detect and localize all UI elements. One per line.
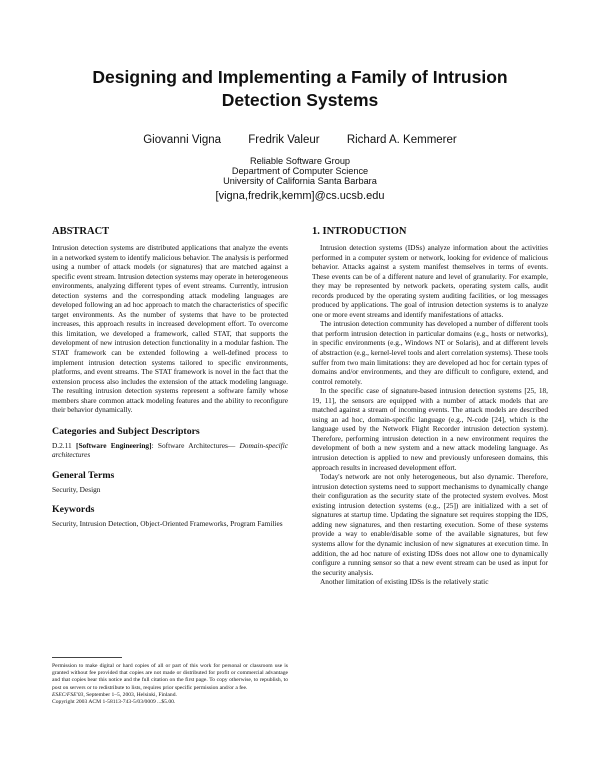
ccs-italic: Domain-specific architectures — [52, 440, 289, 460]
conference-details: September 1–5, 2003, Helsinki, Finland. — [84, 691, 177, 698]
abstract-text: Intrusion detection systems are distributed applications that analyze the events in a networked system to identify malicious behavior. The analysis is performed using a number of attack models (or signatures) that are matched against a specific event stream. Intrusion detection systems may operate in heterogeneous environments, analyzing different types of event streams. Currently, intrusion detection systems and the corresponding attack modeling languages are developed following an ad hoc approach to match the characteristics of specific target environments. As the number of systems that have to be protected increases, this approach results in increased development effort. To overcome this limitation, we developed a framework, called STAT, that supports the development of new intrusion detection functionality in a modular fashion. The STAT framework can be extended following a well-defined process to implement intrusion detection systems tailored to specific environments, platforms, and event streams. The STAT framework is novel in the fact that the extension process also includes the extension of the attack modeling language. The resulting intrusion detection systems represent a software family whose members share common attack modeling features and the ability to reconfigure their behavior dynamically. — [52, 243, 288, 415]
permission-notice — [52, 663, 288, 706]
intro-paragraph: Today's network are not only heterogeneous, but also dynamic. Therefore, intrusion detection systems need to support mechanisms to dynamically change their configuration as the security state of the protected system evolves. Most existing intrusion detection systems (e.g., [25]) are initialized with a set of signatures at startup time. Updating the signature set requires stopping the IDS, adding new signatures, and then restarting execution. Some of these systems provide a way to enable/disable some of the available signatures, but few systems allow for the dynamic inclusion of new signatures at execution time. In addition, the ad hoc nature of existing IDSs does not allow one to dynamically configure a running sensor so that a new event stream can be used as input for the security analysis. — [312, 472, 548, 577]
affiliation — [100, 156, 500, 187]
author-name: Fredrik Valeur — [248, 134, 320, 146]
paper-title — [60, 66, 540, 112]
copyright-line: Copyright 2003 ACM 1-58113-743-5/03/0009 ...$5.00. — [52, 699, 176, 706]
conference-line — [52, 692, 288, 699]
author-name: Giovanni Vigna — [143, 134, 222, 146]
general-terms-heading: General Terms — [52, 469, 115, 481]
author-email: [vigna,fredrik,kemm]@cs.ucsb.edu — [215, 190, 385, 202]
ccs-rest: : Software Architectures— — [151, 440, 236, 450]
affiliation-line: University of California Santa Barbara — [223, 176, 377, 187]
spacer — [52, 494, 288, 504]
author-list — [60, 134, 540, 146]
affiliation-line: Reliable Software Group — [249, 156, 351, 166]
footnote-rule — [52, 657, 122, 658]
ccs-category: [Software Engineering] — [76, 440, 152, 450]
spacer — [52, 415, 288, 426]
intro-paragraph: Intrusion detection systems (IDSs) analyze information about the activities performed in a computer system or network, looking for evidence of malicious behavior. Attacks against a system manifest themselves in terms of events. These events can be of a different nature and level of granularity. For example, they may be represented by network packets, operating system calls, audit records produced by the operating system auditing facilities, or log messages produced by applications. The goal of intrusion detection systems is to analyze one or more event streams and identify manifestations of attacks. — [312, 243, 548, 319]
categories-heading: Categories and Subject Descriptors — [52, 425, 200, 437]
author-name: Richard A. Kemmerer — [346, 134, 457, 146]
categories-text — [52, 441, 288, 460]
conference-name: ESEC/FSE'03, — [52, 691, 85, 698]
spacer — [52, 460, 288, 470]
ccs-code: D.2.11 — [52, 440, 72, 450]
permission-text: Permission to make digital or hard copies of all or part of this work for personal or classroom use is granted without fee provided that copies are not made or distributed for profit or commercial advantage and that copies bear this notice and the full citation on the first page. To copy otherwise, to republish, to post on servers or to redistribute to lists, requires prior specific permission and/or a fee. — [52, 663, 288, 691]
introduction-heading: 1. INTRODUCTION — [312, 226, 407, 237]
intro-paragraph: Another limitation of existing IDSs is the relatively static — [320, 577, 489, 587]
intro-paragraph: In the specific case of signature-based intrusion detection systems [25, 18, 19, 11], the sensors are equipped with a number of attack models that are matched against a stream of incoming events. The attack models are described using an ad hoc, domain-specific language (e.g., N-code [24], which is the language used by the Network Flight Recorder intrusion detection system). Therefore, performing intrusion detection in a new environment requires the development of both a new system and a new attack modeling language. As intrusion detection is applied to new and previously unforeseen domains, this approach results in increased development effort. — [312, 386, 548, 472]
left-column — [52, 226, 288, 529]
affiliation-line: Department of Computer Science — [231, 166, 369, 177]
abstract-heading: ABSTRACT — [52, 226, 110, 237]
right-column — [312, 226, 548, 587]
keywords-heading: Keywords — [52, 504, 95, 516]
intro-paragraph: The intrusion detection community has developed a number of different tools that perform intrusion detection in particular domains (e.g., hosts or networks), in specific environments (e.g., Windows NT or Solaris), and at different levels of abstraction (e.g., kernel-level tools and alert correlation systems). These tools suffer from two main limitations: they are developed ad hoc for certain types of domains and/or environments, and they are difficult to configure, extend, and control remotely. — [312, 319, 548, 386]
title-line-1: Designing and Implementing a Family of Intrusion — [92, 67, 508, 87]
general-terms-text: Security, Design — [52, 484, 101, 494]
keywords-text: Security, Intrusion Detection, Object-Oriented Frameworks, Program Families — [52, 519, 283, 529]
title-line-2: Detection Systems — [221, 90, 379, 110]
